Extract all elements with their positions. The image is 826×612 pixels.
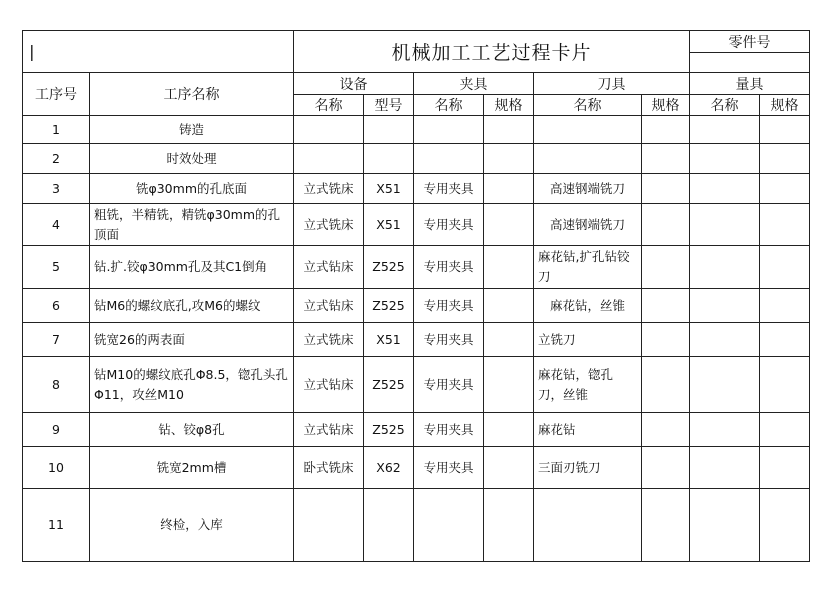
row-fixture-name <box>414 144 484 174</box>
row-equipment-name: 立式钻床 <box>294 413 364 447</box>
row-tool-name: 立铣刀 <box>534 323 642 357</box>
row-tool-name: 高速钢端铣刀 <box>534 174 642 204</box>
table-row <box>23 447 810 489</box>
table-row <box>23 144 810 174</box>
row-fixture-name <box>414 116 484 144</box>
row-step-no: 10 <box>23 447 90 489</box>
row-fixture-spec <box>484 204 534 246</box>
row-tool-name: 高速钢端铣刀 <box>534 204 642 246</box>
row-gauge-spec <box>760 489 810 562</box>
row-equipment-model: X51 <box>364 323 414 357</box>
header-equipment: 设备 <box>294 73 414 95</box>
row-step-name: 钻M6的螺纹底孔,攻M6的螺纹 <box>90 289 294 323</box>
row-tool-name: 麻花钻 <box>534 413 642 447</box>
table-row <box>23 357 810 413</box>
row-fixture-name: 专用夹具 <box>414 289 484 323</box>
row-step-name: 时效处理 <box>90 144 294 174</box>
corner-cell: | <box>23 31 294 73</box>
row-fixture-name: 专用夹具 <box>414 246 484 289</box>
row-equipment-name <box>294 489 364 562</box>
header-tool-name: 名称 <box>534 95 642 116</box>
row-equipment-model: X62 <box>364 447 414 489</box>
part-no-label: 零件号 <box>690 31 810 53</box>
row-equipment-name: 立式铣床 <box>294 323 364 357</box>
row-equipment-model: Z525 <box>364 357 414 413</box>
row-tool-spec <box>642 174 690 204</box>
row-equipment-name: 立式钻床 <box>294 357 364 413</box>
row-gauge-name <box>690 289 760 323</box>
header-gauge-name: 名称 <box>690 95 760 116</box>
table-row <box>23 204 810 246</box>
row-tool-spec <box>642 116 690 144</box>
row-tool-spec <box>642 204 690 246</box>
row-gauge-name <box>690 174 760 204</box>
header-step-no: 工序号 <box>23 73 90 116</box>
row-fixture-name: 专用夹具 <box>414 204 484 246</box>
row-tool-spec <box>642 447 690 489</box>
header-equip-name: 名称 <box>294 95 364 116</box>
row-tool-spec <box>642 489 690 562</box>
row-step-no: 1 <box>23 116 90 144</box>
row-gauge-spec <box>760 246 810 289</box>
table-row <box>23 289 810 323</box>
row-gauge-spec <box>760 289 810 323</box>
row-tool-spec <box>642 144 690 174</box>
row-fixture-spec <box>484 489 534 562</box>
row-gauge-name <box>690 204 760 246</box>
row-step-name: 铣宽26的两表面 <box>90 323 294 357</box>
row-fixture-spec <box>484 447 534 489</box>
row-equipment-name <box>294 144 364 174</box>
row-step-no: 6 <box>23 289 90 323</box>
row-step-name: 终检，入库 <box>90 489 294 562</box>
row-fixture-name <box>414 489 484 562</box>
header-fixture-name: 名称 <box>414 95 484 116</box>
card-title: 机械加工工艺过程卡片 <box>294 31 690 73</box>
row-equipment-name: 立式铣床 <box>294 204 364 246</box>
row-equipment-model: Z525 <box>364 413 414 447</box>
row-fixture-spec <box>484 323 534 357</box>
row-fixture-spec <box>484 289 534 323</box>
row-gauge-spec <box>760 144 810 174</box>
row-gauge-name <box>690 357 760 413</box>
row-gauge-name <box>690 447 760 489</box>
row-step-name: 钻、铰φ8孔 <box>90 413 294 447</box>
row-fixture-spec <box>484 174 534 204</box>
row-tool-spec <box>642 246 690 289</box>
row-step-name: 粗铣，半精铣，精铣φ30mm的孔顶面 <box>90 204 294 246</box>
row-gauge-spec <box>760 116 810 144</box>
row-fixture-spec <box>484 144 534 174</box>
row-gauge-spec <box>760 174 810 204</box>
process-card-table <box>22 30 810 562</box>
row-equipment-model <box>364 489 414 562</box>
row-step-name: 铣宽2mm槽 <box>90 447 294 489</box>
row-step-name: 铣φ30mm的孔底面 <box>90 174 294 204</box>
row-step-no: 8 <box>23 357 90 413</box>
row-gauge-spec <box>760 323 810 357</box>
row-fixture-name: 专用夹具 <box>414 323 484 357</box>
header-fixture: 夹具 <box>414 73 534 95</box>
table-row <box>23 489 810 562</box>
row-fixture-spec <box>484 116 534 144</box>
header-equip-model: 型号 <box>364 95 414 116</box>
row-tool-name <box>534 116 642 144</box>
row-step-no: 11 <box>23 489 90 562</box>
row-fixture-spec <box>484 413 534 447</box>
row-gauge-name <box>690 323 760 357</box>
header-gauge-spec: 规格 <box>760 95 810 116</box>
row-gauge-spec <box>760 204 810 246</box>
row-step-name: 铸造 <box>90 116 294 144</box>
row-step-no: 2 <box>23 144 90 174</box>
row-equipment-model: Z525 <box>364 246 414 289</box>
row-equipment-name: 立式钻床 <box>294 289 364 323</box>
table-row <box>23 246 810 289</box>
row-step-no: 3 <box>23 174 90 204</box>
row-gauge-spec <box>760 447 810 489</box>
row-tool-spec <box>642 357 690 413</box>
part-no-value <box>690 53 810 73</box>
row-tool-name: 麻花钻,扩孔钻铰刀 <box>534 246 642 289</box>
table-row <box>23 413 810 447</box>
row-equipment-name: 立式钻床 <box>294 246 364 289</box>
header-gauge: 量具 <box>690 73 810 95</box>
header-tool-spec: 规格 <box>642 95 690 116</box>
row-step-no: 4 <box>23 204 90 246</box>
row-step-no: 7 <box>23 323 90 357</box>
header-fixture-spec: 规格 <box>484 95 534 116</box>
row-step-no: 5 <box>23 246 90 289</box>
row-tool-name <box>534 144 642 174</box>
row-gauge-name <box>690 246 760 289</box>
row-step-name: 钻.扩.铰φ30mm孔及其C1倒角 <box>90 246 294 289</box>
header-tool: 刀具 <box>534 73 690 95</box>
row-gauge-name <box>690 413 760 447</box>
row-equipment-model <box>364 116 414 144</box>
table-row <box>23 323 810 357</box>
row-fixture-name: 专用夹具 <box>414 357 484 413</box>
row-equipment-name <box>294 116 364 144</box>
row-gauge-spec <box>760 413 810 447</box>
row-tool-name: 三面刃铣刀 <box>534 447 642 489</box>
row-equipment-name: 卧式铣床 <box>294 447 364 489</box>
row-tool-name <box>534 489 642 562</box>
row-equipment-model: X51 <box>364 204 414 246</box>
row-equipment-model: Z525 <box>364 289 414 323</box>
row-fixture-name: 专用夹具 <box>414 447 484 489</box>
row-tool-spec <box>642 413 690 447</box>
row-tool-spec <box>642 323 690 357</box>
table-row <box>23 174 810 204</box>
row-equipment-model: X51 <box>364 174 414 204</box>
row-tool-name: 麻花钻，丝锥 <box>534 289 642 323</box>
row-gauge-name <box>690 489 760 562</box>
header-step-name: 工序名称 <box>90 73 294 116</box>
row-fixture-name: 专用夹具 <box>414 413 484 447</box>
table-row <box>23 116 810 144</box>
row-tool-name: 麻花钻，锪孔刀，丝锥 <box>534 357 642 413</box>
row-gauge-spec <box>760 357 810 413</box>
row-step-no: 9 <box>23 413 90 447</box>
row-fixture-name: 专用夹具 <box>414 174 484 204</box>
row-gauge-name <box>690 144 760 174</box>
row-equipment-model <box>364 144 414 174</box>
row-gauge-name <box>690 116 760 144</box>
row-fixture-spec <box>484 357 534 413</box>
row-tool-spec <box>642 289 690 323</box>
row-fixture-spec <box>484 246 534 289</box>
row-equipment-name: 立式铣床 <box>294 174 364 204</box>
row-step-name: 钻M10的螺纹底孔Φ8.5，锪孔头孔Φ11，攻丝M10 <box>90 357 294 413</box>
